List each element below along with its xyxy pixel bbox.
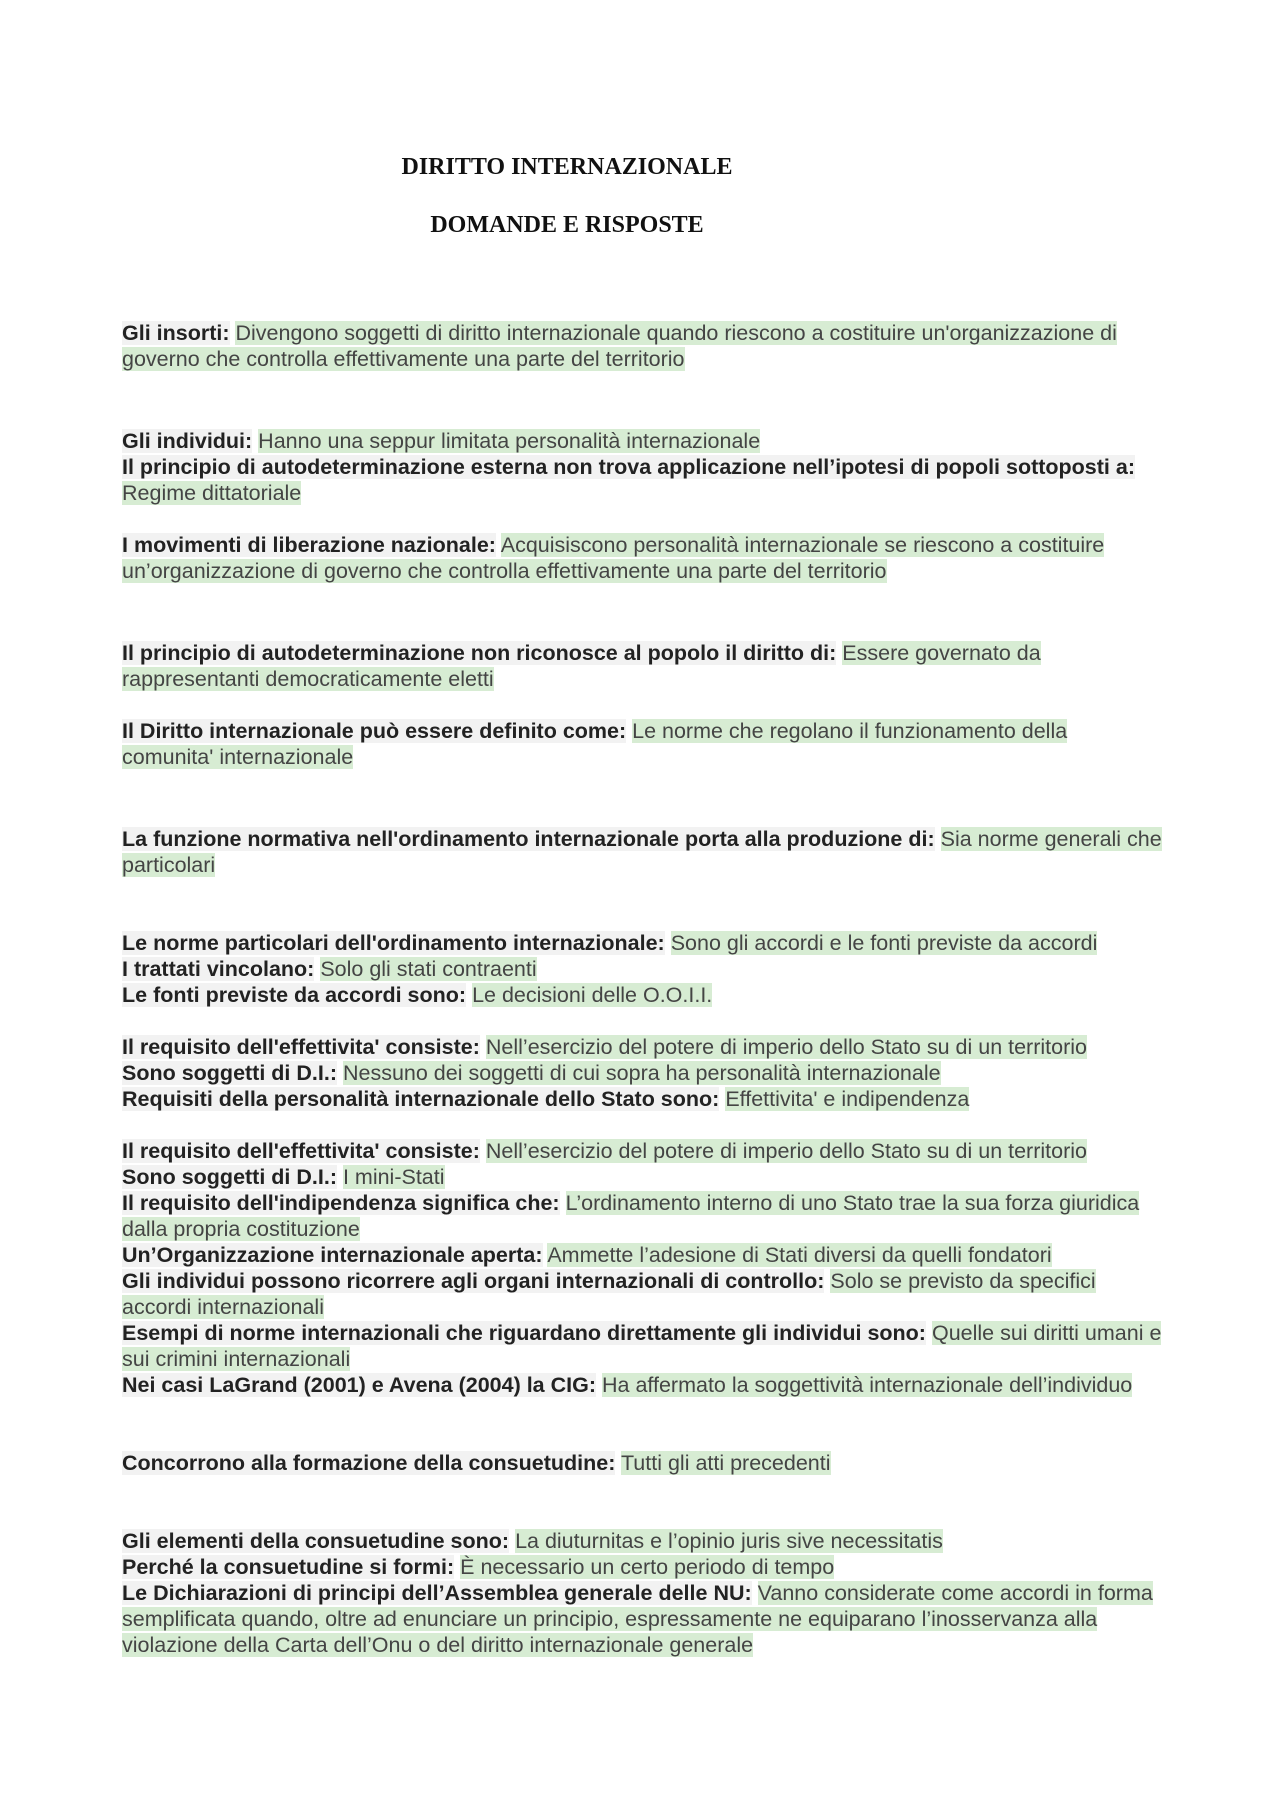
qa-item — [122, 1138, 1162, 1164]
qa-block — [122, 428, 1162, 506]
qa-block — [122, 1528, 1162, 1658]
qa-item — [122, 1450, 1162, 1476]
qa-item — [122, 956, 1162, 982]
question: Nei casi LaGrand (2001) e Avena (2004) la CIG: — [122, 1373, 596, 1397]
qa-item — [122, 1528, 1162, 1554]
qa-block — [122, 930, 1162, 1008]
answer: Nell’esercizio del potere di imperio dello Stato su di un territorio — [485, 1139, 1087, 1163]
qa-item — [122, 428, 1162, 454]
answer: L’ordinamento interno di uno Stato trae la sua forza giuridica dalla propria costituzione — [122, 1191, 1140, 1241]
page-title: DIRITTO INTERNAZIONALE — [401, 154, 733, 180]
question: Sono soggetti di D.I.: — [122, 1061, 337, 1085]
qa-block — [122, 1034, 1162, 1112]
question: Il principio di autodeterminazione esterna non trova applicazione nell’ipotesi di popoli sottoposti a: — [122, 455, 1135, 479]
qa-block — [122, 532, 1162, 584]
answer: È necessario un certo periodo di tempo — [460, 1555, 835, 1579]
qa-block — [122, 826, 1162, 878]
question: Le norme particolari dell'ordinamento internazionale: — [122, 931, 665, 955]
question: I trattati vincolano: — [122, 957, 315, 981]
question: Il principio di autodeterminazione non riconosce al popolo il diritto di: — [122, 641, 837, 665]
qa-item — [122, 826, 1162, 878]
qa-item — [122, 930, 1162, 956]
question: Il requisito dell'indipendenza significa che: — [122, 1191, 560, 1215]
answer: Regime dittatoriale — [122, 481, 302, 505]
qa-item — [122, 1164, 1162, 1190]
qa-item — [122, 1034, 1162, 1060]
question: La funzione normativa nell'ordinamento internazionale porta alla produzione di: — [122, 827, 935, 851]
question: Gli insorti: — [122, 321, 230, 345]
qa-block — [122, 320, 1162, 372]
answer: Solo gli stati contraenti — [320, 957, 537, 981]
qa-item — [122, 640, 1162, 692]
qa-item — [122, 718, 1162, 770]
qa-block — [122, 640, 1162, 692]
question: Concorrono alla formazione della consuetudine: — [122, 1451, 616, 1475]
answer: Nessuno dei soggetti di cui sopra ha personalità internazionale — [342, 1061, 941, 1085]
question: Gli individui: — [122, 429, 253, 453]
answer: Quelle sui diritti umani e sui crimini internazionali — [122, 1321, 1162, 1371]
answer: Ammette l’adesione di Stati diversi da quelli fondatori — [547, 1243, 1052, 1267]
question: I movimenti di liberazione nazionale: — [122, 533, 496, 557]
answer: Sono gli accordi e le fonti previste da accordi — [670, 931, 1098, 955]
qa-item — [122, 1190, 1162, 1242]
question: Le fonti previste da accordi sono: — [122, 983, 467, 1007]
answer: Nell’esercizio del potere di imperio dello Stato su di un territorio — [485, 1035, 1087, 1059]
qa-item — [122, 1086, 1162, 1112]
answer: Solo se previsto da specifici accordi internazionali — [122, 1269, 1096, 1319]
question: Esempi di norme internazionali che riguardano direttamente gli individui sono: — [122, 1321, 926, 1345]
qa-item — [122, 1320, 1162, 1372]
qa-item — [122, 1060, 1162, 1086]
page-subtitle: DOMANDE E RISPOSTE — [430, 212, 704, 238]
question: Requisiti della personalità internazionale dello Stato sono: — [122, 1087, 720, 1111]
answer: Ha affermato la soggettività internazionale dell’individuo — [601, 1373, 1133, 1397]
answer: Hanno una seppur limitata personalità internazionale — [258, 429, 761, 453]
qa-item — [122, 1372, 1162, 1398]
answer: Sia norme generali che particolari — [122, 827, 1162, 877]
qa-item — [122, 320, 1162, 372]
answer: I mini-Stati — [342, 1165, 445, 1189]
qa-item — [122, 1268, 1162, 1320]
question: Il requisito dell'effettivita' consiste: — [122, 1035, 480, 1059]
answer: Tutti gli atti precedenti — [620, 1451, 831, 1475]
qa-item — [122, 1554, 1162, 1580]
question: Il requisito dell'effettivita' consiste: — [122, 1139, 480, 1163]
answer: Divengono soggetti di diritto internazionale quando riescono a costituire un'organizzazione di governo che controlla effettivamente una parte del territorio — [122, 321, 1117, 371]
qa-item — [122, 1242, 1162, 1268]
qa-item — [122, 532, 1162, 584]
qa-item — [122, 454, 1162, 506]
question: Un’Organizzazione internazionale aperta: — [122, 1243, 543, 1267]
answer: Essere governato da rappresentanti democraticamente eletti — [122, 641, 1041, 691]
answer: Effettivita' e indipendenza — [725, 1087, 970, 1111]
qa-item — [122, 1580, 1162, 1658]
question: Il Diritto internazionale può essere definito come: — [122, 719, 627, 743]
question: Le Dichiarazioni di principi dell’Assemblea generale delle NU: — [122, 1581, 752, 1605]
answer: Le decisioni delle O.O.I.I. — [472, 983, 713, 1007]
question: Sono soggetti di D.I.: — [122, 1165, 337, 1189]
answer: Le norme che regolano il funzionamento della comunita' internazionale — [122, 719, 1068, 769]
question: Gli individui possono ricorrere agli organi internazionali di controllo: — [122, 1269, 825, 1293]
qa-block — [122, 1450, 1162, 1476]
question: Perché la consuetudine si formi: — [122, 1555, 455, 1579]
qa-block — [122, 1138, 1162, 1398]
answer: Acquisiscono personalità internazionale se riescono a costituire un’organizzazione di governo che controlla effettivamente una parte del territorio — [122, 533, 1105, 583]
question: Gli elementi della consuetudine sono: — [122, 1529, 510, 1553]
qa-block — [122, 718, 1162, 770]
answer: Vanno considerate come accordi in forma semplificata quando, oltre ad enunciare un principio, espressamente ne equiparano l’inosservanza alla violazione della Carta dell’Onu o del diritto internazionale generale — [122, 1581, 1153, 1657]
qa-item — [122, 982, 1162, 1008]
answer: La diuturnitas e l’opinio juris sive necessitatis — [515, 1529, 943, 1553]
